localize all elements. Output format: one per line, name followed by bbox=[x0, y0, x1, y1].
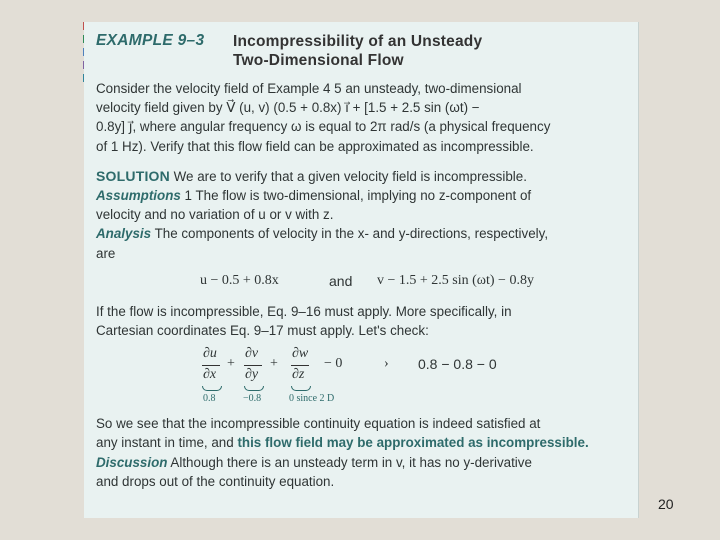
plus-sign-2: + bbox=[270, 356, 278, 372]
assumptions-label: Assumptions bbox=[96, 188, 181, 204]
brace-2 bbox=[244, 386, 264, 391]
discussion-text: Although there is an unsteady term in v, it has no y-derivative bbox=[167, 454, 532, 470]
example-label: EXAMPLE 9–3 bbox=[96, 32, 205, 49]
term-value-dv: −0.8 bbox=[243, 393, 262, 405]
analysis-label: Analysis bbox=[96, 226, 152, 242]
problem-line-4: of 1 Hz). Verify that this flow field can be approximated as incompressible. bbox=[96, 138, 534, 154]
para2-line-1: If the flow is incompressible, Eq. 9–16 must apply. More specifically, in bbox=[96, 303, 512, 319]
analysis-line-1 bbox=[96, 224, 624, 243]
du-denominator: ∂x bbox=[203, 367, 217, 383]
example-title-line1: Incompressibility of an Unsteady bbox=[233, 33, 483, 50]
para3-text: any instant in time, and bbox=[96, 435, 238, 451]
analysis-text: The components of velocity in the x- and y-directions, respectively, bbox=[151, 226, 549, 242]
plus-sign-1: + bbox=[227, 356, 235, 372]
equation-u: u − 0.5 + 0.8x bbox=[200, 272, 279, 288]
para3-line-1: So we see that the incompressible continuity equation is indeed satisfied at bbox=[96, 416, 541, 432]
dw-numerator: ∂w bbox=[292, 346, 309, 362]
equation-v: v − 1.5 + 2.5 sin (ωt) − 0.8y bbox=[377, 272, 534, 288]
solution-label: SOLUTION bbox=[96, 167, 170, 184]
problem-line-3: 0.8y] j⃗, where angular frequency ω is equal to 2π rad/s (a physical frequency bbox=[96, 119, 551, 135]
solution-section bbox=[96, 167, 624, 491]
equals-zero: − 0 bbox=[324, 356, 343, 372]
example-panel bbox=[84, 22, 639, 518]
equation-and: and bbox=[329, 272, 353, 289]
problem-statement bbox=[96, 79, 624, 156]
solution-line bbox=[96, 167, 624, 186]
dw-fraction-bar bbox=[291, 365, 309, 366]
discussion-line-1 bbox=[96, 453, 624, 472]
brace-3 bbox=[291, 386, 311, 391]
para3-line-2 bbox=[96, 433, 624, 452]
solution-text: We are to verify that a given velocity field is incompressible. bbox=[169, 168, 527, 184]
check-result: 0.8 − 0.8 − 0 bbox=[418, 356, 497, 373]
continuity-check bbox=[96, 342, 624, 412]
brace-1 bbox=[202, 386, 222, 391]
dv-fraction-bar bbox=[244, 365, 262, 366]
conclusion-highlight: this flow field may be approximated as incompressible. bbox=[237, 435, 589, 451]
implies-arrow: › bbox=[384, 356, 389, 372]
term-value-du: 0.8 bbox=[203, 393, 216, 405]
dv-denominator: ∂y bbox=[245, 367, 259, 383]
example-title-line2: Two-Dimensional Flow bbox=[233, 52, 404, 69]
example-content bbox=[96, 29, 624, 491]
dv-numerator: ∂v bbox=[245, 346, 259, 362]
analysis-line-2: are bbox=[96, 245, 116, 261]
example-title bbox=[233, 32, 482, 70]
problem-line-1: Consider the velocity field of Example 4 5 an unsteady, two-dimensional bbox=[96, 81, 522, 96]
page-number: 20 bbox=[658, 496, 674, 512]
para2-line-2: Cartesian coordinates Eq. 9–17 must apply. Let's check: bbox=[96, 323, 429, 339]
example-header bbox=[96, 29, 624, 73]
du-fraction-bar bbox=[202, 365, 220, 366]
assumptions-line-2: velocity and no variation of u or v with z. bbox=[96, 207, 334, 223]
dw-denominator: ∂z bbox=[292, 367, 305, 383]
velocity-equations bbox=[96, 267, 624, 295]
assumptions-line-1 bbox=[96, 186, 624, 205]
assumptions-text: 1 The flow is two-dimensional, implying no z-component of bbox=[180, 188, 532, 204]
du-numerator: ∂u bbox=[203, 346, 217, 362]
discussion-label: Discussion bbox=[96, 454, 168, 470]
discussion-line-2: and drops out of the continuity equation. bbox=[96, 473, 335, 489]
term-value-dw: 0 since 2 D bbox=[289, 393, 335, 405]
problem-line-2: velocity field given by V⃗ (u, v) (0.5 + 0.8x) i⃗ + [1.5 + 2.5 sin (ωt) − bbox=[96, 100, 480, 116]
